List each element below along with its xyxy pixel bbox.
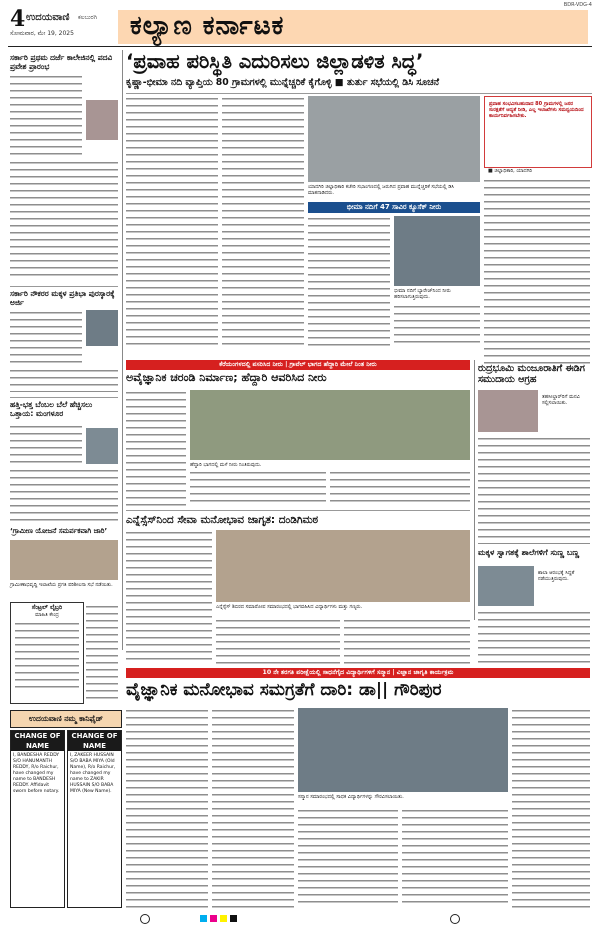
classified-notice-1-title: CHANGE OF NAME <box>11 731 64 751</box>
story-c-headline: ರುದ್ರಭೂಮಿ ಮಂಜೂರಾತಿಗೆ ಈಡಿಗ ಸಮುದಾಯ ಆಗ್ರಹ <box>478 363 585 385</box>
section-title: ಕಲ್ಯಾಣ ಕರ್ನಾಟಕ <box>130 11 285 41</box>
registration-mark-left <box>140 914 150 924</box>
classified-notice-2-title: CHANGE OF NAME <box>68 731 121 751</box>
left-story2-headline: ಸರ್ಕಾರಿ ನೌಕರರ ಮಕ್ಕಳ ಪ್ರತಿಭಾ ಪುರಸ್ಕಾರಕ್ಕೆ ಅರ್ಜಿ <box>10 289 115 307</box>
left-story2-text-cont <box>10 368 118 392</box>
edition-code: BDR-VDG-4 <box>563 2 592 8</box>
left-story1-text <box>10 74 82 158</box>
magenta-swatch <box>210 915 217 922</box>
bottom-text-col5 <box>512 708 590 908</box>
date-line: ಸೋಮವಾರ, ಮೇ 19, 2025 <box>10 30 74 37</box>
paper-name: ಉದಯವಾಣಿ <box>26 12 70 23</box>
left-story3-text <box>10 424 82 466</box>
left-story3-headline: ಹತ್ತಿ-ಭತ್ತ ಬೆಂಬಲ ಬೆಲೆ ಹೆಚ್ಚಿಸಲು ಒತ್ತಾಯ: ಮಂಗಳೂರ <box>10 400 93 418</box>
story-a-redbar: ಕೆರೆಯಂಗಳದಲ್ಲಿ ಪಸರಿಸಿದ ನೀರು | ಗ್ರಾವೆಲ್ ಭಾಗದ ಹೆದ್ದಾರಿ ಮೇಲೆ ನಿಂತ ನೀರು <box>126 360 470 370</box>
story-d-photo <box>478 566 534 606</box>
bottom-photo <box>298 708 508 792</box>
story-b-photo <box>216 530 470 602</box>
lead-subheadline: ಕೃಷ್ಣಾ-ಭೀಮಾ ನದಿ ವ್ಯಾಪ್ತಿಯ 80 ಗ್ರಾಮಗಳಲ್ಲಿ ಮುನ್ನೆಚ್ಚರಿಕೆ ಕೈಗೊಳ್ಳಿ ■ ತುರ್ತು ಸಭೆಯಲ್ಲಿ ಡಿಸಿ ಸೂಚನೆ <box>126 77 440 88</box>
lead-photo <box>308 96 480 182</box>
left-divider-1 <box>10 286 118 287</box>
lead-quote-text: ಪ್ರವಾಹ ಸಂಭವಿಸಬಹುದಾದ 80 ಗ್ರಾಮಗಳಲ್ಲಿ ಜನರ ಸುರಕ್ಷತೆಗೆ ಆದ್ಯತೆ ನೀಡಿ, ಎಲ್ಲ ಇಲಾಖೆಗಳು ಸಮನ್ವಯದಿಂದ ಕಾರ್ಯನಿರ್ವಹಿಸಬೇಕು. <box>489 101 584 119</box>
classifieds-banner-text: ಉದಯವಾಣಿ ನಮ್ಮ ಕಾನಿಫೈಡ್ <box>29 714 103 723</box>
story-a-headline: ಅವೈಜ್ಞಾನಿಕ ಚರಂಡಿ ನಿರ್ಮಾಣ; ಹೆದ್ದಾರಿ ಆವರಿಸಿದ ನೀರು <box>126 371 327 384</box>
story-b-text-col3 <box>344 618 470 664</box>
info-box <box>10 602 84 704</box>
story-b-text-col2 <box>216 618 340 664</box>
lead-photo-caption: ಯಾದಗಿರಿ ಜಿಲ್ಲಾಧಿಕಾರಿ ಕಚೇರಿ ಸಭಾಂಗಣದಲ್ಲಿ ಜರುಗಿದ ಪ್ರವಾಹ ಮುನ್ನೆಚ್ಚರಿಕೆ ಸಭೆಯಲ್ಲಿ ಡಿಸಿ ಮಾತನಾಡಿದರು. <box>308 184 455 196</box>
story-c-caption: ತಹಸೀಲ್ದಾರ್‌ರಿಗೆ ಮನವಿ ಸಲ್ಲಿಸಲಾಯಿತು. <box>542 394 580 406</box>
story-b-caption: ಎನ್ನೆಸ್ಸೆಸ್ ಶಿಬಿರದ ಸಮಾರೋಪ ಸಮಾರಂಭದಲ್ಲಿ ಭಾಗವಹಿಸಿದ ವಿದ್ಯಾರ್ಥಿಗಳು ಮತ್ತು ಗಣ್ಯರು. <box>216 604 363 610</box>
yellow-swatch <box>220 915 227 922</box>
info-box-text <box>15 621 79 693</box>
masthead-rule <box>8 46 592 47</box>
registration-mark-right <box>450 914 460 924</box>
left-story1-portrait <box>86 100 118 140</box>
lead-rule <box>126 93 592 94</box>
paper-edition: ಕಲಬುರಗಿ <box>78 14 98 21</box>
left-column-divider <box>122 50 123 650</box>
classifieds-banner <box>10 710 122 728</box>
bottom-text-col2 <box>212 708 294 908</box>
lead-quote-box <box>484 96 592 168</box>
story-a-photo <box>190 390 470 460</box>
lead-headline: ‘ಪ್ರವಾಹ ಪರಿಸ್ಥಿತಿ ಎದುರಿಸಲು ಜಿಲ್ಲಾಡಳಿತ ಸಿದ್ಧ’ <box>126 50 424 73</box>
story-a-text-col3 <box>330 470 470 506</box>
left-story3-portrait <box>86 428 118 464</box>
left-story4-caption: ಗ್ರಾಮೀಣಾಭಿವೃದ್ಧಿ ಇಲಾಖೆಯ ಪ್ರಗತಿ ಪರಿಶೀಲನಾ ಸಭೆ ನಡೆಯಿತು. <box>10 582 113 588</box>
story-b-text-col1 <box>126 530 212 664</box>
black-swatch <box>230 915 237 922</box>
story-d-text <box>478 610 590 664</box>
info-box-subtitle: ಮಾಹಿತಿ ಕೇಂದ್ರ <box>35 611 59 618</box>
classified-notice-2 <box>67 730 122 908</box>
bottom-text-col4 <box>402 808 508 908</box>
cyan-swatch <box>200 915 207 922</box>
lead-inner-text-b <box>308 258 390 348</box>
lead-inner-caption: ಭೀಮಾ ನದಿಗೆ ಬ್ಯಾರೇಜ್‌ನಿಂದ ನೀರು ಹರಿಸಲಾಗುತ್ತಿರುವುದು. <box>394 288 451 300</box>
lead-quote-author: ■ ಜಿಲ್ಲಾಧಿಕಾರಿ, ಯಾದಗಿರಿ <box>488 168 533 174</box>
lead-text-col-right <box>484 178 590 364</box>
lead-inner-text-a <box>308 216 390 256</box>
story-a-text-col2 <box>190 470 326 506</box>
left-misc-text <box>86 604 118 702</box>
story-d-headline: ಮಕ್ಕಳ ಸ್ವಾಗತಕ್ಕೆ ಶಾಲೆಗಳಿಗೆ ಸುಣ್ಣ ಬಣ್ಣ <box>478 548 580 557</box>
story-c-text <box>478 436 590 544</box>
story-a-caption: ಹೆದ್ದಾರಿ ಭಾಗದಲ್ಲಿ ಮಳೆ ನೀರು ನಿಂತಿರುವುದು. <box>190 462 262 468</box>
left-story2-portrait <box>86 310 118 346</box>
bottom-text-col1 <box>126 708 208 908</box>
left-story4-headline: ‘ಗ್ರಾಮೀಣ ಯೋಜನೆ ಸಮರ್ಪಕವಾಗಿ ಜಾರಿ’ <box>10 527 108 535</box>
lead-inner-text-c <box>394 304 480 348</box>
bottom-caption: ಸನ್ಮಾನ ಸಮಾರಂಭದಲ್ಲಿ ಸಾಧಕ ವಿದ್ಯಾರ್ಥಿಗಳನ್ನು ಗೌರವಿಸಲಾಯಿತು. <box>298 794 404 800</box>
lead-text-col2 <box>222 96 304 348</box>
story-c-photo <box>478 390 538 432</box>
lead-text-col1 <box>126 96 218 348</box>
classified-notice-1-body: I, BANDESHA REDDY S/O HANUMANTH REDDY, R/o Raichur, have changed my name to BANDESH REDDY. Affidavit sworn before notary. <box>13 753 60 794</box>
story-b-headline: ಎನ್ನೆಸ್ಸೆಸ್‌ನಿಂದ ಸೇವಾ ಮನೋಭಾವ ಜಾಗೃತ: ದಂಡಿಗಿಮಠ <box>126 514 319 526</box>
classified-notice-2-body: I, ZAKEER HUSSAIN S/O BABA MIYA (Old Name), R/o Raichur, have changed my name to ZAKIR HUSSAIN S/O BABA MIYA (New Name). <box>70 753 116 794</box>
right-column-divider <box>474 360 475 620</box>
lead-inner-heading: ಭೀಮಾ ನದಿಗೆ 47 ಸಾವಿರ ಕ್ಯೂಸೆಕ್ ನೀರು <box>308 202 480 213</box>
left-story1-headline: ಸರ್ಕಾರಿ ಪ್ರಥಮ ದರ್ಜೆ ಕಾಲೇಜಿನಲ್ಲಿ ಪದವಿ ಪ್ರವೇಶ ಪ್ರಾರಂಭ <box>10 53 113 71</box>
info-box-title: ಸೆಂಟ್ರಲ್ ಲೈಬ್ರರಿ <box>31 604 63 611</box>
left-story3-text-cont <box>10 468 118 524</box>
left-story4-photo <box>10 540 118 580</box>
left-story2-text <box>10 310 82 366</box>
classified-notice-1 <box>10 730 65 908</box>
page-number: 4 <box>10 6 26 32</box>
story-a-text-col1 <box>126 390 186 506</box>
bottom-headline: ವೈಜ್ಞಾನಿಕ ಮನೋಭಾವ ಸಮಗ್ರತೆಗೆ ದಾರಿ: ಡಾ|| ಗೌರಿಪುರ <box>126 680 442 700</box>
story-b-rule <box>126 510 470 511</box>
left-story1-text-cont <box>10 160 118 280</box>
bottom-text-col3 <box>298 808 398 908</box>
lead-inner-photo <box>394 216 480 286</box>
bottom-redbar: 10 ನೇ ತರಗತಿ ಪರೀಕ್ಷೆಯಲ್ಲಿ ಸಾಧನೆಗೈದ ವಿದ್ಯಾರ್ಥಿಗಳಿಗೆ ಸನ್ಮಾನ | ವಿಜ್ಞಾನ ಜಾಗೃತಿ ಕಾರ್ಯಕ್ರಮ <box>126 668 590 678</box>
story-d-caption: ಶಾಲಾ ಆರಂಭಕ್ಕೆ ಸಿದ್ಧತೆ ನಡೆಯುತ್ತಿರುವುದು. <box>538 570 575 582</box>
left-divider-2 <box>10 397 118 398</box>
